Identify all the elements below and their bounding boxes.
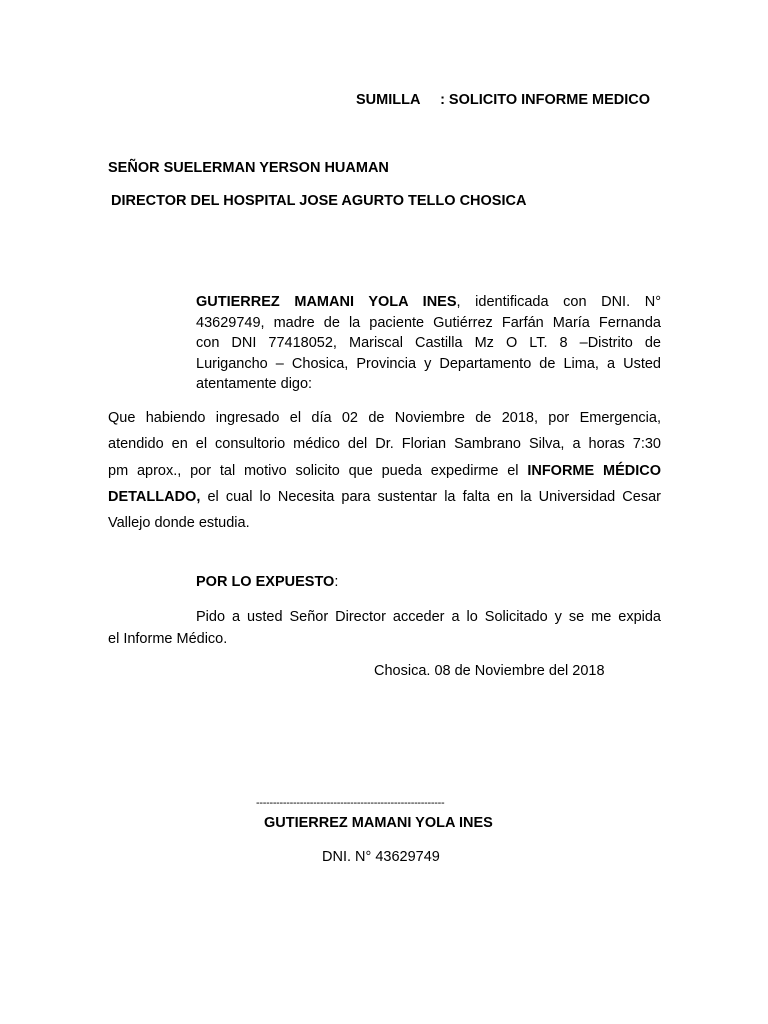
sumilla-label: SUMILLA — [356, 92, 420, 108]
signature-line: -------------------------------------------------------- — [256, 797, 445, 809]
informe-medico-bold: INFORME MÉDICO — [527, 462, 661, 479]
request-line-2: atendido en el consultorio médico del Dr. Florian Sambrano Silva, a horas 7:30 — [108, 436, 661, 453]
addressee-name: SEÑOR SUELERMAN YERSON HUAMAN — [108, 160, 389, 176]
intro-line-3: con DNI 77418052, Mariscal Castilla Mz O LT. 8 –Distrito de — [196, 335, 661, 351]
petition-line-2: el Informe Médico. — [108, 631, 228, 647]
date-line: Chosica. 08 de Noviembre del 2018 — [374, 663, 605, 679]
por-lo-expuesto-heading: POR LO EXPUESTO: — [196, 574, 339, 590]
detallado-bold: DETALLADO, — [108, 488, 201, 505]
addressee-title: DIRECTOR DEL HOSPITAL JOSE AGURTO TELLO CHOSICA — [111, 193, 527, 209]
request-line-5: Vallejo donde estudia. — [108, 515, 250, 532]
request-line-4: DETALLADO, el cual lo Necesita para sustentar la falta en la Universidad Cesar — [108, 488, 661, 505]
sumilla-heading — [356, 92, 650, 108]
sumilla-value: : SOLICITO INFORME MEDICO — [440, 92, 651, 108]
request-paragraph — [108, 405, 661, 536]
signature-dni: DNI. N° 43629749 — [322, 849, 440, 865]
intro-line-4: Lurigancho – Chosica, Provincia y Departamento de Lima, a Usted — [196, 355, 661, 372]
applicant-name: GUTIERREZ MAMANI YOLA INES — [196, 294, 457, 310]
intro-line-2: 43629749, madre de la paciente Gutiérrez Farfán María Fernanda — [196, 314, 661, 331]
intro-line-5: atentamente digo: — [196, 376, 313, 392]
intro-paragraph — [196, 292, 661, 395]
intro-line-1: GUTIERREZ MAMANI YOLA INES, identificada con DNI. N° — [196, 294, 661, 310]
request-line-1: Que habiendo ingresado el día 02 de Noviembre de 2018, por Emergencia, — [108, 410, 661, 426]
request-line-3: pm aprox., por tal motivo solicito que pueda expedirme el INFORME MÉDICO — [108, 462, 661, 479]
petition-line-1: Pido a usted Señor Director acceder a lo Solicitado y se me expida — [196, 609, 661, 625]
signature-name: GUTIERREZ MAMANI YOLA INES — [264, 815, 493, 831]
